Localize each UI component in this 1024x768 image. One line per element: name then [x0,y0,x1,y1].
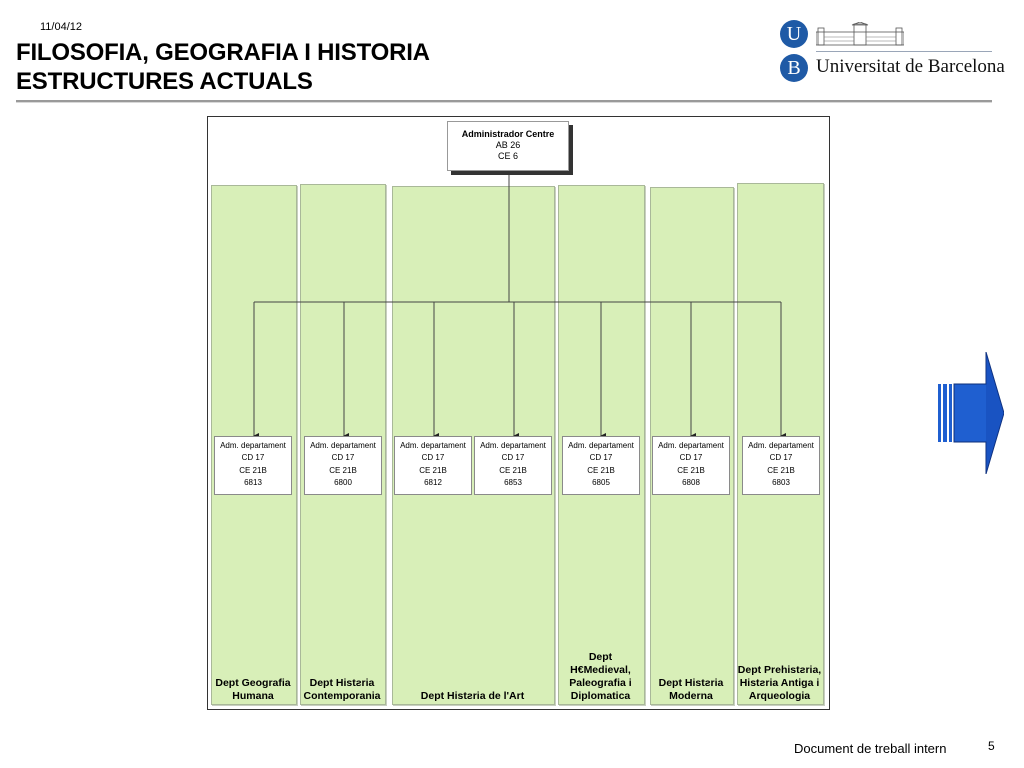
footer-text: Document de treball intern [794,741,947,756]
dept-label-line: H€Medieval, [570,664,631,676]
dept-label-line: Histƨria Antiga i [739,677,820,689]
dept-label-line: Dept Histƨria [309,677,375,689]
dept-label-line: Arqueologia [748,690,811,702]
dept-label-geografia [211,677,295,703]
title-line-2: ESTRUCTURES ACTUALS [16,68,313,95]
adm-box-6803 [742,436,820,495]
adm-box-title: Adm. departament [748,441,814,450]
dept-label-line: Dept [588,651,613,663]
adm-box-code: 6800 [334,478,352,488]
adm-box-ce: CE 21B [677,465,705,475]
adm-box-ce: CE 21B [587,465,615,475]
dept-label-line: Dept Histƨria de l'Art [420,690,525,702]
adm-box-code: 6853 [504,478,522,488]
adm-box-cd: CD 17 [421,453,445,463]
admin-centre-box [447,121,569,171]
logo-b-circle: B [780,54,808,82]
adm-box-title: Adm. departament [568,441,634,450]
adm-box-code: 6803 [772,478,790,488]
arrow-right-icon[interactable] [938,352,1004,474]
dept-label-art [392,690,553,703]
slide-date: 11/04/12 [40,21,83,33]
dept-label-medieval [558,651,643,703]
adm-box-ce: CE 21B [767,465,795,475]
dept-label-line: Diplomatica [570,690,631,702]
dept-label-contemporania [300,677,384,703]
adm-box-title: Adm. departament [310,441,376,450]
dept-label-line: Dept Prehistƨria, [737,664,822,676]
adm-box-title: Adm. departament [400,441,466,450]
adm-box-code: 6812 [424,478,442,488]
adm-box-ce: CE 21B [499,465,527,475]
admin-centre-ce: CE 6 [497,151,518,161]
adm-box-cd: CD 17 [769,453,793,463]
adm-box-ce: CE 21B [239,465,267,475]
adm-box-cd: CD 17 [501,453,525,463]
adm-box-title: Adm. departament [480,441,546,450]
dept-label-line: Dept Histƨria [658,677,724,689]
adm-box-cd: CD 17 [331,453,355,463]
adm-box-6808 [652,436,730,495]
dept-label-line: Moderna [669,690,713,702]
adm-box-6813 [214,436,292,495]
adm-box-6805 [562,436,640,495]
title-line-1: FILOSOFIA, GEOGRAFIA I HISTORIA [16,39,430,66]
adm-box-title: Adm. departament [220,441,286,450]
admin-centre-ab: AB 26 [495,140,521,150]
adm-box-ce: CE 21B [419,465,447,475]
page-number: 5 [988,739,995,753]
dept-label-prehistoria [733,664,826,703]
adm-box-code: 6813 [244,478,262,488]
university-name: Universitat de Barcelona [816,56,1005,77]
adm-box-code: 6805 [592,478,610,488]
adm-box-6853 [474,436,552,495]
dept-label-line: Contemporania [303,690,381,702]
adm-box-cd: CD 17 [679,453,703,463]
dept-label-line: Humana [232,690,274,702]
adm-box-6812 [394,436,472,495]
dept-label-moderna [650,677,732,703]
dept-label-line: Dept Geografia [215,677,291,689]
admin-centre-title: Administrador Centre [461,129,555,139]
adm-box-ce: CE 21B [329,465,357,475]
adm-box-cd: CD 17 [241,453,265,463]
adm-box-cd: CD 17 [589,453,613,463]
logo-u-circle: U [780,20,808,48]
adm-box-code: 6808 [682,478,700,488]
adm-box-title: Adm. departament [658,441,724,450]
dept-label-line: Paleografia i [569,677,632,689]
adm-box-6800 [304,436,382,495]
